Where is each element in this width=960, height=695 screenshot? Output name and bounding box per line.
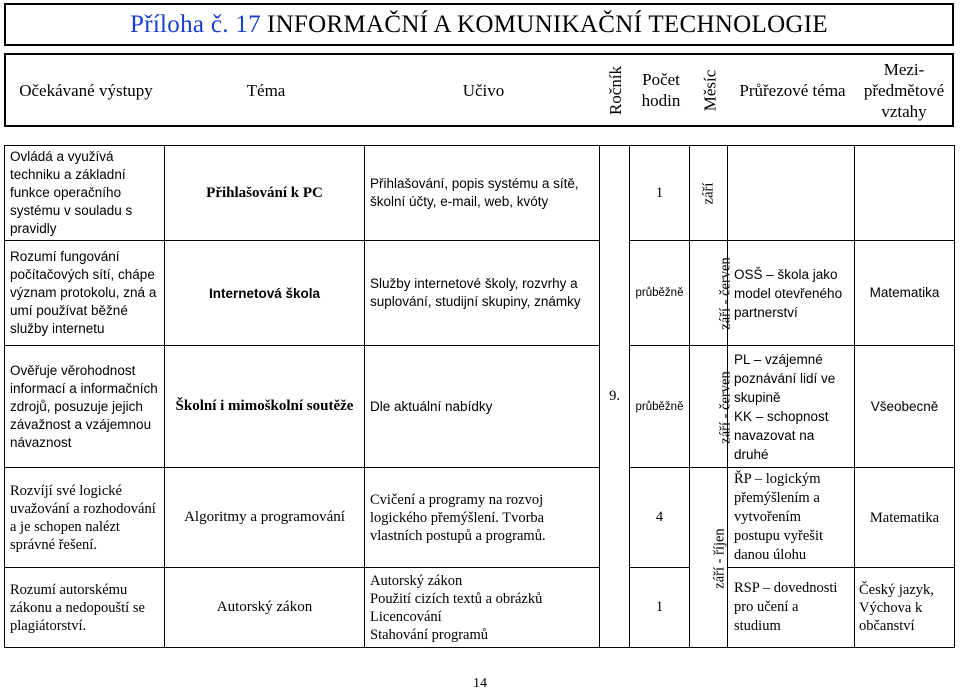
topic-cell: Školní i mimoškolní soutěže (165, 346, 365, 468)
table-row (5, 568, 955, 648)
hours-cell: průběžně (630, 241, 690, 346)
curriculum-table (4, 145, 955, 648)
table-header (4, 53, 954, 127)
month-cell: září (690, 146, 728, 241)
outcome-cell: Rozumí fungování počítačových sítí, chápe význam protokolu, zná a umí používat běžné služby internetu (5, 241, 165, 346)
outcome-cell: Rozvíjí své logické uvažování a rozhodování a je schopen nalézt správné řešení. (5, 468, 165, 568)
content-cell: Služby internetové školy, rozvrhy a suplování, studijní skupiny, známky (365, 241, 600, 346)
table-row (5, 146, 955, 241)
topic-cell: Autorský zákon (165, 568, 365, 648)
relations-cell (855, 146, 955, 241)
relations-cell: Matematika (855, 241, 955, 346)
cross-topic-cell: RSP – dovednosti pro učení a studium (728, 568, 855, 648)
month-cell: září - červen (690, 346, 728, 468)
hours-cell: 1 (630, 568, 690, 648)
outcome-cell: Rozumí autorskému zákonu a nedopouští se plagiátorství. (5, 568, 165, 648)
outcome-cell: Ověřuje věrohodnost informací a informačních zdrojů, posuzuje jejich závažnost a vzájemnou návaznost (5, 346, 165, 468)
header-cross: Průřezové téma (739, 80, 846, 100)
header-topic: Téma (246, 80, 286, 100)
hours-cell: průběžně (630, 346, 690, 468)
topic-cell: Internetová škola (165, 241, 365, 346)
topic-cell: Přihlašování k PC (165, 146, 365, 241)
month-cell: září - říjen (690, 468, 728, 648)
title-text: INFORMAČNÍ A KOMUNIKAČNÍ TECHNOLOGIE (266, 10, 828, 38)
cross-topic-cell (728, 146, 855, 241)
cross-topic-cell: ŘP – logickým přemýšlením a vytvořením postupu vyřešit danou úlohu (728, 468, 855, 568)
content-cell: Dle aktuální nabídky (365, 346, 600, 468)
content-cell: Cvičení a programy na rozvoj logického přemýšlení. Tvorba vlastních postupů a programů. (365, 468, 600, 568)
content-cell: Autorský zákon Použití cizích textů a obrázků Licencování Stahování programů (365, 568, 600, 648)
relations-cell: Matematika (855, 468, 955, 568)
outcome-cell: Ovládá a využívá techniku a základní funkce operačního systému v souladu s pravidly (5, 146, 165, 241)
header-hours: Počet hodin (641, 70, 681, 110)
table-row (5, 241, 955, 346)
table-row (5, 346, 955, 468)
relations-cell: Všeobecně (855, 346, 955, 468)
grade-cell: 9. (600, 146, 630, 648)
page-number: 14 (473, 676, 487, 691)
title-prefix: Příloha č. 17 (129, 10, 261, 38)
relations-cell: Český jazyk, Výchova k občanství (855, 568, 955, 648)
header-content: Učivo (462, 80, 505, 100)
header-relations: Mezi-předmětové vztahy (863, 59, 945, 121)
header-month: Měsíc (700, 69, 720, 111)
table-row (5, 468, 955, 568)
hours-cell: 4 (630, 468, 690, 568)
cross-topic-cell: OSŠ – škola jako model otevřeného partnerství (728, 241, 855, 346)
month-cell: září - červen (690, 241, 728, 346)
header-outcomes: Očekávané výstupy (19, 80, 153, 100)
cross-topic-cell: PL – vzájemné poznávání lidí ve skupině KK – schopnost navazovat na druhé (728, 346, 855, 468)
hours-cell: 1 (630, 146, 690, 241)
header-grade: Ročník (606, 65, 626, 115)
content-cell: Přihlašování, popis systému a sítě, školní účty, e-mail, web, kvóty (365, 146, 600, 241)
document-title (4, 3, 954, 46)
topic-cell: Algoritmy a programování (165, 468, 365, 568)
